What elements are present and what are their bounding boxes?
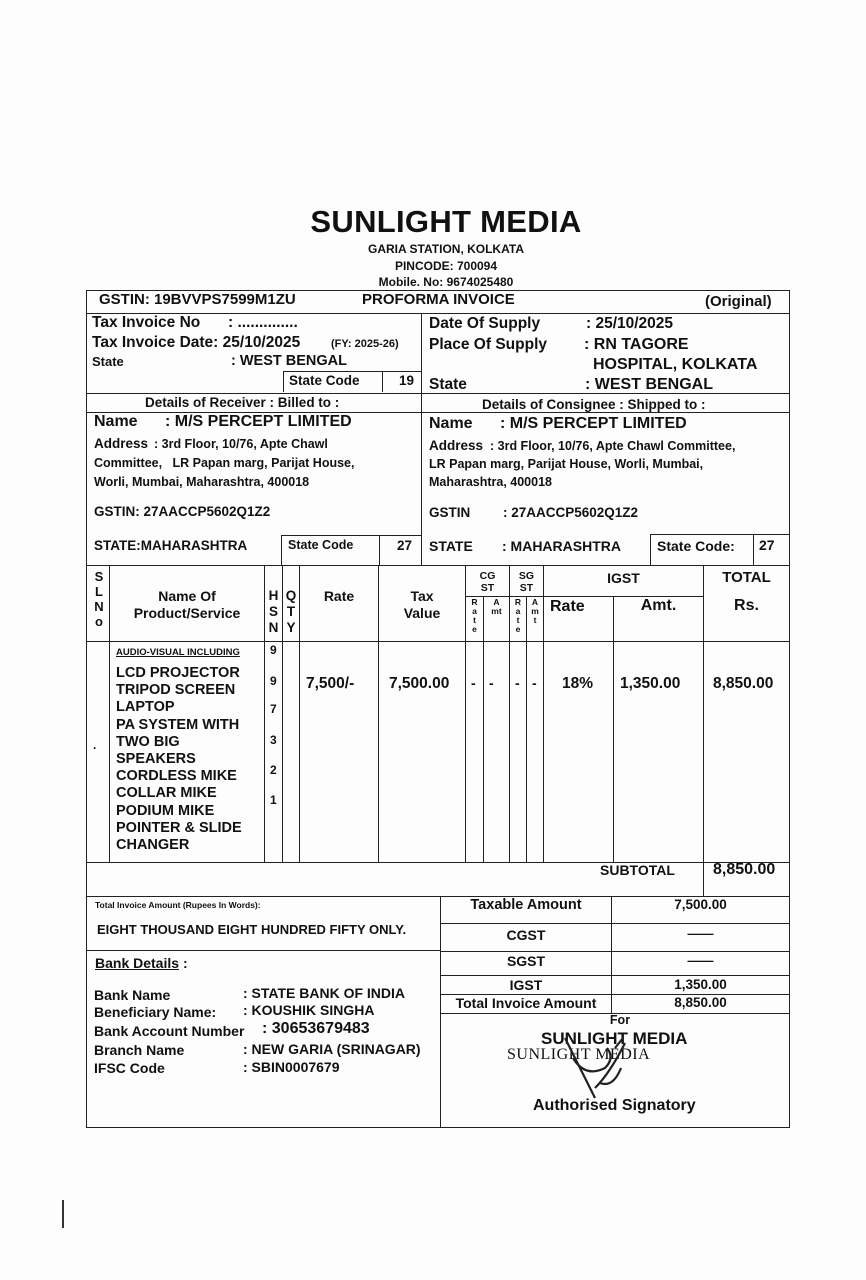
receiver-address-line-2: Committee, LR Papan marg, Parijat House, xyxy=(94,456,355,470)
item-name: LCD PROJECTOR xyxy=(116,665,240,681)
header-text: a xyxy=(515,605,521,616)
header-text: Q xyxy=(285,588,297,603)
consignee-gstin-label: GSTIN xyxy=(429,505,471,520)
state-value: : WEST BENGAL xyxy=(231,353,347,369)
hsn-digit: 9 xyxy=(270,643,277,657)
header-text: Name Of xyxy=(158,588,216,604)
consignee-state-label: STATE xyxy=(429,538,473,554)
authorised-signatory: Authorised Signatory xyxy=(533,1097,696,1114)
consignee-name-value: : M/S PERCEPT LIMITED xyxy=(500,415,687,432)
item-name: CHANGER xyxy=(116,837,190,854)
bank-label: Beneficiary Name: xyxy=(94,1004,217,1020)
summary-label: CGST xyxy=(506,927,546,943)
divider xyxy=(421,313,422,565)
date-of-supply-value: : 25/10/2025 xyxy=(586,315,674,332)
header-total: TOTAL xyxy=(722,569,771,586)
col-divider xyxy=(543,565,544,862)
header-sgst xyxy=(510,571,543,594)
divider xyxy=(281,535,421,536)
item-name: PA SYSTEM WITH xyxy=(116,716,240,733)
company-name: SUNLIGHT MEDIA xyxy=(310,204,582,239)
header-text: Product/Service xyxy=(133,604,241,621)
item-name: LAPTOP xyxy=(116,699,175,716)
header-hsn xyxy=(265,588,282,637)
divider xyxy=(283,371,284,392)
company-pincode: PINCODE: 700094 xyxy=(394,259,498,273)
header-cgst-amt xyxy=(484,598,509,616)
signature-scribble-icon xyxy=(555,1028,635,1108)
row-sgst-amt: - xyxy=(532,675,537,691)
receiver-gstin: GSTIN: 27AACCP5602Q1Z2 xyxy=(94,504,271,519)
bank-details-heading xyxy=(95,955,188,971)
document-type: PROFORMA INVOICE xyxy=(362,291,515,308)
summary-value: —— xyxy=(687,926,714,941)
header-text: mt xyxy=(491,605,502,616)
hsn-digit: 1 xyxy=(270,793,277,807)
consignee-state-code-label: State Code: xyxy=(657,538,735,554)
invoice-no-value: : .............. xyxy=(228,314,298,331)
bank-value: : KOUSHIK SINGHA xyxy=(243,1002,375,1018)
header-total-unit: Rs. xyxy=(734,597,759,614)
place-of-supply-value-1: : RN TAGORE xyxy=(584,336,689,353)
summary-value: 1,350.00 xyxy=(674,977,727,992)
financial-year: (FY: 2025-26) xyxy=(331,338,399,350)
row-igst-rate: 18% xyxy=(562,675,594,692)
header-text: T xyxy=(286,604,296,620)
header-text: Tax xyxy=(410,588,434,604)
header-rate: Rate xyxy=(323,588,355,604)
frame-right xyxy=(789,290,790,1128)
date-of-supply-label: Date Of Supply xyxy=(429,315,541,332)
row-cgst-amt: - xyxy=(489,675,494,691)
summary-label: IGST xyxy=(509,977,543,993)
frame-bottom xyxy=(86,1127,790,1128)
subtotal-label: SUBTOTAL xyxy=(600,862,675,878)
header-text: N xyxy=(268,620,279,636)
summary-label: Taxable Amount xyxy=(470,897,582,913)
receiver-state-code-label: State Code xyxy=(288,538,354,552)
consignee-state-code-value: 27 xyxy=(759,537,775,553)
hsn-digit: 9 xyxy=(270,674,277,688)
consignee-state-value: : MAHARASHTRA xyxy=(502,538,621,554)
bank-heading-suffix: : xyxy=(182,955,188,971)
item-name: POINTER & SLIDE xyxy=(116,819,242,836)
subtotal-value: 8,850.00 xyxy=(713,861,776,878)
header-text: ST xyxy=(519,581,534,594)
copy-label: (Original) xyxy=(705,293,772,310)
summary-label: SGST xyxy=(506,953,546,969)
header-text: o xyxy=(95,613,103,629)
receiver-name-value: : M/S PERCEPT LIMITED xyxy=(165,413,352,430)
header-text: CG xyxy=(479,570,496,582)
amount-words-label: Total Invoice Amount (Rupees In Words): xyxy=(95,900,261,910)
bank-heading-text: Bank Details xyxy=(95,955,180,971)
divider xyxy=(86,950,440,951)
company-mobile: Mobile. No: 9674025480 xyxy=(378,275,514,289)
header-text: H xyxy=(268,588,279,603)
divider xyxy=(86,641,790,642)
divider xyxy=(440,975,789,976)
summary-value: 7,500.00 xyxy=(674,897,727,912)
header-text: SG xyxy=(518,570,535,582)
row-igst-amt: 1,350.00 xyxy=(620,675,681,692)
col-divider xyxy=(526,597,527,862)
divider xyxy=(650,534,789,535)
header-product-name xyxy=(110,588,264,622)
header-igst: IGST xyxy=(607,570,640,586)
header-text: R xyxy=(471,597,478,607)
row-tax-value: 7,500.00 xyxy=(389,675,450,692)
col-divider xyxy=(483,597,484,862)
divider xyxy=(382,371,383,392)
header-text: L xyxy=(95,583,103,599)
header-text: R xyxy=(514,597,522,607)
row-rate: 7,500/- xyxy=(306,675,355,692)
divider xyxy=(440,951,789,952)
place-of-supply-value-2: HOSPITAL, KOLKATA xyxy=(593,356,758,373)
header-igst-rate: Rate xyxy=(550,598,585,615)
consignee-address-line-2: LR Papan marg, Parijat House, Worli, Mumbai, xyxy=(429,457,704,471)
consignee-address-label: Address xyxy=(429,438,484,453)
receiver-state: STATE:MAHARASHTRA xyxy=(94,538,248,553)
header-text: ST xyxy=(480,581,495,594)
header-text: Y xyxy=(286,620,296,636)
row-cgst-rate: - xyxy=(471,675,476,691)
item-name: SPEAKERS xyxy=(116,751,196,768)
divider xyxy=(650,534,651,565)
header-tax-value xyxy=(379,588,465,622)
bank-label: Branch Name xyxy=(94,1042,185,1058)
header-text: e xyxy=(472,623,477,634)
frame-left xyxy=(86,290,87,1128)
divider xyxy=(753,534,754,565)
header-text: Value xyxy=(403,604,441,621)
receiver-address-label: Address xyxy=(94,436,149,451)
consignee-address-line-1: : 3rd Floor, 10/76, Apte Chawl Committee, xyxy=(490,439,736,453)
invoice-date: Tax Invoice Date: 25/10/2025 xyxy=(92,334,301,351)
bank-value: : SBIN0007679 xyxy=(243,1059,340,1075)
item-name: CORDLESS MIKE xyxy=(116,768,237,785)
divider xyxy=(86,862,790,863)
state-code-value: 19 xyxy=(399,373,415,388)
receiver-address-line-3: Worli, Mumbai, Maharashtra, 400018 xyxy=(94,475,310,489)
header-text: S xyxy=(268,604,278,620)
header-text: t xyxy=(516,614,520,625)
header-text: m xyxy=(531,605,539,616)
row-total: 8,850.00 xyxy=(713,675,774,692)
place-of-supply-label: Place Of Supply xyxy=(429,336,548,353)
seller-gstin: GSTIN: 19BVVPS7599M1ZU xyxy=(99,291,296,308)
header-text: S xyxy=(94,569,104,584)
divider xyxy=(86,565,790,566)
item-name: TWO BIG xyxy=(116,733,180,750)
state-code-label: State Code xyxy=(289,373,360,388)
scan-mark xyxy=(62,1200,64,1228)
consignee-name-label: Name xyxy=(429,415,473,432)
consignee-heading: Details of Consignee : Shipped to : xyxy=(482,397,706,412)
summary-label: Total Invoice Amount xyxy=(455,995,597,1011)
header-text: A xyxy=(531,597,539,607)
signature-company: SUNLIGHT MEDIA xyxy=(541,1029,688,1048)
divider xyxy=(283,371,421,372)
supply-state-value: : WEST BENGAL xyxy=(585,376,713,393)
summary-value: —— xyxy=(687,953,714,968)
receiver-state-code-value: 27 xyxy=(397,538,413,553)
company-address: GARIA STATION, KOLKATA xyxy=(368,242,524,256)
consignee-address-line-3: Maharashtra, 400018 xyxy=(429,475,552,489)
receiver-name-label: Name xyxy=(94,413,138,430)
item-name: PODIUM MIKE xyxy=(116,802,215,819)
header-sgst-amt xyxy=(527,598,543,625)
amount-words-value: EIGHT THOUSAND EIGHT HUNDRED FIFTY ONLY. xyxy=(97,922,407,937)
col-divider xyxy=(613,597,614,862)
bank-value: : NEW GARIA (SRINAGAR) xyxy=(243,1041,421,1057)
header-text: e xyxy=(515,623,521,634)
header-qty xyxy=(283,588,299,637)
receiver-address-line-1: : 3rd Floor, 10/76, Apte Chawl xyxy=(154,437,328,451)
consignee-gstin-value: : 27AACCP5602Q1Z2 xyxy=(503,505,639,520)
header-sgst-rate xyxy=(510,598,526,634)
signature-for: For xyxy=(609,1013,631,1027)
company-stamp: SUNLIGHT MEDIA xyxy=(507,1046,651,1063)
item-category: AUDIO-VISUAL INCLUDING xyxy=(116,647,240,658)
header-text: A xyxy=(493,597,500,607)
divider xyxy=(86,393,790,394)
bank-value: : 30653679483 xyxy=(262,1020,370,1037)
header-text: t xyxy=(473,614,476,625)
header-sl-no xyxy=(90,570,108,630)
header-igst-amt: Amt. xyxy=(640,597,677,614)
divider xyxy=(440,923,789,924)
hsn-digit: 3 xyxy=(270,733,277,747)
col-divider xyxy=(299,565,300,862)
bank-label: Bank Account Number xyxy=(94,1023,245,1039)
supply-state-label: State xyxy=(429,376,467,393)
invoice-no-label: Tax Invoice No xyxy=(92,314,201,331)
header-text: N xyxy=(94,598,104,614)
divider xyxy=(379,535,380,565)
item-list xyxy=(116,665,242,854)
summary-value: 8,850.00 xyxy=(674,995,727,1010)
header-text: a xyxy=(472,605,477,616)
receiver-heading: Details of Receiver : Billed to : xyxy=(145,395,340,410)
state-label: State xyxy=(92,354,124,369)
item-name: COLLAR MIKE xyxy=(116,785,217,802)
header-cgst xyxy=(466,571,509,594)
bank-label: Bank Name xyxy=(94,987,171,1003)
hsn-digit: 2 xyxy=(270,763,277,777)
header-cgst-rate xyxy=(466,598,483,634)
row-sl-no: . xyxy=(93,738,97,752)
divider xyxy=(281,535,282,565)
bank-label: IFSC Code xyxy=(94,1060,165,1076)
item-name: TRIPOD SCREEN xyxy=(116,682,236,699)
hsn-digit: 7 xyxy=(270,702,277,716)
header-text: t xyxy=(533,614,537,625)
row-sgst-rate: - xyxy=(515,675,520,691)
bank-value: : STATE BANK OF INDIA xyxy=(243,985,406,1001)
